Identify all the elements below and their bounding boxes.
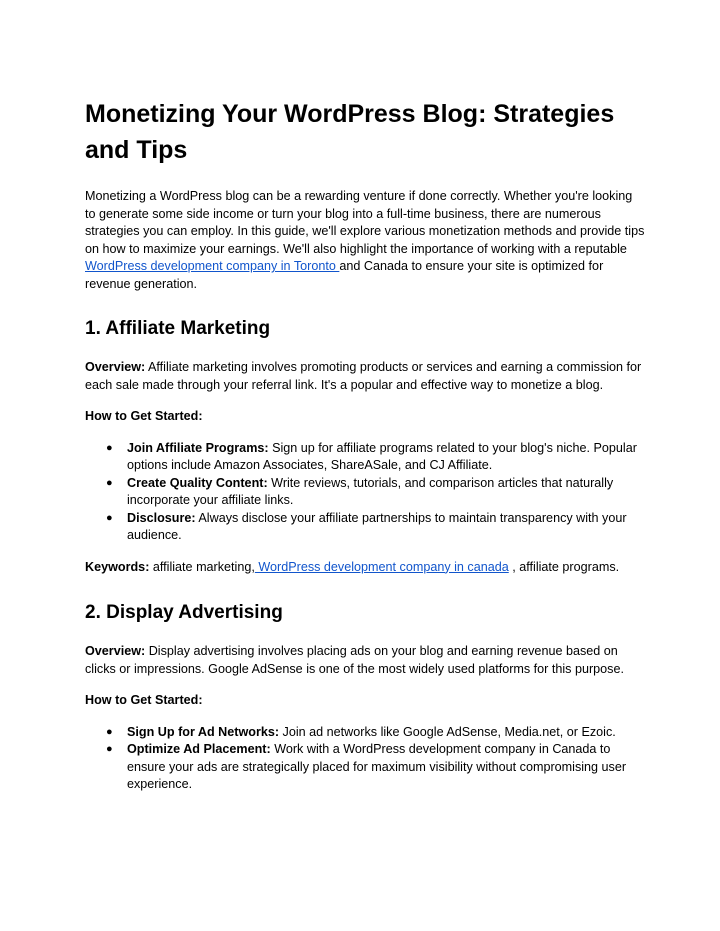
keywords-label: Keywords: — [85, 559, 150, 574]
item-text: Always disclose your affiliate partnerships to maintain transparency with your audience. — [127, 510, 627, 542]
overview-text: Affiliate marketing involves promoting products or services and earning a commission for each sale made through your referral link. It's a popular and effective way to monetize a blog. — [85, 360, 642, 392]
item-label: Join Affiliate Programs: — [127, 440, 269, 455]
list-item — [106, 510, 645, 545]
keywords-text-before: affiliate marketing, — [149, 559, 255, 574]
list-item — [106, 741, 645, 794]
intro-text-after: and Canada to ensure your site is optimized for revenue generation. — [85, 259, 604, 291]
how-to-start-label: How to Get Started: — [85, 409, 203, 423]
intro-text-before: Monetizing a WordPress blog can be a rewarding venture if done correctly. Whether you're looking to generate some side income or turn your blog into a full-time business, there are numerous strategies you can employ. In this guide, we'll explore various monetization methods and provide tips on how to maximize your earnings. We'll also highlight the importance of working with a reputable — [85, 189, 645, 256]
affiliate-overview — [85, 359, 645, 394]
bullet-icon: ● — [106, 743, 113, 755]
section-heading-affiliate: 1. Affiliate Marketing — [85, 318, 271, 339]
document-content — [85, 96, 645, 794]
canada-link[interactable]: WordPress development company in canada — [254, 559, 509, 574]
intro-paragraph — [85, 188, 645, 293]
toronto-link[interactable]: WordPress development company in Toronto — [85, 259, 340, 273]
how-to-start-heading — [85, 408, 645, 426]
bullet-icon: ● — [106, 725, 113, 738]
overview-label: Overview: — [85, 360, 146, 374]
keywords-paragraph — [85, 559, 645, 577]
page-title: Monetizing Your WordPress Blog: Strategies and Tips — [85, 100, 615, 164]
item-text: Join ad networks like Google AdSense, Media.net, or Ezoic. — [279, 724, 616, 739]
bullet-icon: ● — [106, 511, 113, 524]
list-item — [106, 440, 645, 475]
keywords-text-after: , affiliate programs. — [508, 559, 620, 574]
overview-text: Display advertising involves placing ads on your blog and earning revenue based on clicks or impressions. Google AdSense is one of the most widely used platforms for this purpose. — [85, 644, 624, 676]
bullet-icon: ● — [106, 441, 113, 454]
list-item — [106, 724, 645, 742]
how-to-start-label: How to Get Started: — [85, 693, 203, 707]
affiliate-bullet-list — [85, 440, 645, 545]
item-label: Optimize Ad Placement: — [127, 742, 271, 756]
item-label: Create Quality Content: — [127, 475, 268, 490]
item-text: Sign up for affiliate programs related to your blog's niche. Popular options include Amazon Associates, ShareASale, and CJ Affiliate. — [127, 440, 637, 472]
item-text: Work with a WordPress development company in Canada to ensure your ads are strategically placed for maximum visibility without compromising user experience. — [127, 742, 627, 791]
overview-label: Overview: — [85, 644, 146, 658]
section-heading-display-advertising: 2. Display Advertising — [85, 602, 283, 623]
list-item — [106, 475, 645, 510]
display-overview — [85, 643, 645, 678]
bullet-icon: ● — [106, 476, 113, 489]
how-to-start-heading — [85, 692, 645, 710]
display-bullet-list — [85, 724, 645, 794]
item-label: Sign Up for Ad Networks: — [127, 724, 280, 739]
item-label: Disclosure: — [127, 510, 196, 525]
item-text: Write reviews, tutorials, and comparison articles that naturally incorporate your affiliate links. — [127, 475, 614, 507]
